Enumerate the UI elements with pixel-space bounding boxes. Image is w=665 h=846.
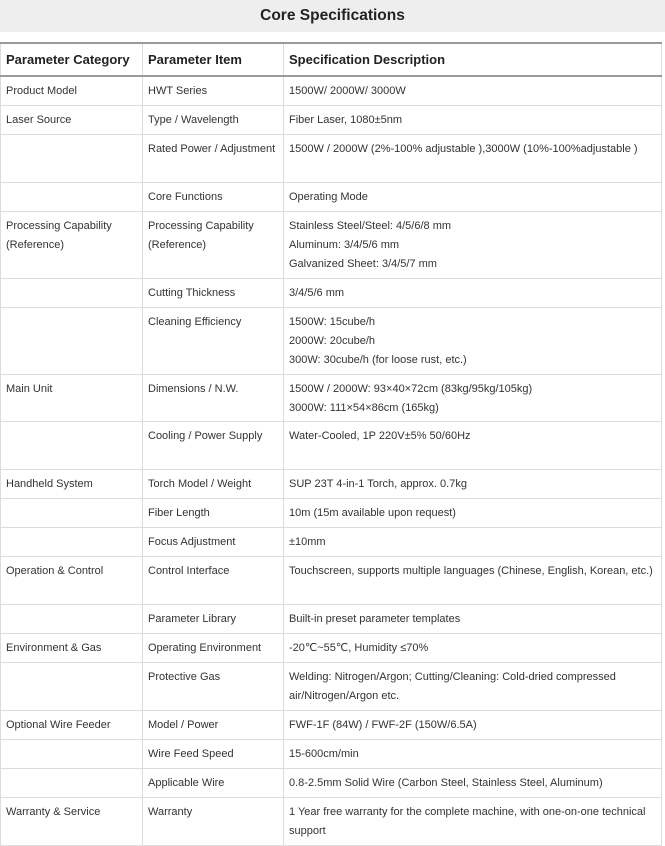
parameter-item-cell: Operating Environment — [143, 633, 284, 662]
table-row — [1, 76, 662, 105]
parameter-category-cell: Environment & Gas — [1, 633, 143, 662]
parameter-category-cell — [1, 739, 143, 768]
specification-line: Water-Cooled, 1P 220V±5% 50/60Hz — [289, 429, 471, 442]
table-row — [1, 278, 662, 307]
specification-line: FWF-1F (84W) / FWF-2F (150W/6.5A) — [289, 718, 477, 731]
parameter-category-cell — [1, 182, 143, 211]
parameter-category-cell — [1, 768, 143, 797]
table-row — [1, 307, 662, 374]
table-row — [1, 768, 662, 797]
parameter-item-cell: Core Functions — [143, 182, 284, 211]
specification-line: Touchscreen, supports multiple languages (Chinese, English, Korean, etc.) — [289, 564, 653, 577]
specification-line: 1500W: 15cube/h — [289, 315, 376, 328]
specification-description-cell — [284, 498, 662, 527]
specifications-table — [0, 42, 662, 846]
specification-description-cell — [284, 374, 662, 421]
specification-line: Operating Mode — [289, 190, 368, 203]
specification-description-cell — [284, 662, 662, 710]
specification-line: 1500W/ 2000W/ 3000W — [289, 85, 406, 97]
parameter-category-cell — [1, 527, 143, 556]
specification-line: Galvanized Sheet: 3/4/5/7 mm — [289, 257, 437, 270]
specification-line: Welding: Nitrogen/Argon; Cutting/Cleaning: Cold-dried compressed air/Nitrogen/Argon etc. — [289, 670, 616, 702]
header-parameter-category: Parameter Category — [1, 43, 143, 76]
parameter-item-cell: Dimensions / N.W. — [143, 374, 284, 421]
parameter-category-cell: Warranty & Service — [1, 797, 143, 845]
specification-line: 0.8-2.5mm Solid Wire (Carbon Steel, Stainless Steel, Aluminum) — [289, 776, 603, 789]
table-row — [1, 498, 662, 527]
specification-line: ±10mm — [289, 535, 326, 548]
table-row — [1, 662, 662, 710]
specification-line: 3/4/5/6 mm — [289, 286, 345, 299]
parameter-category-cell: Handheld System — [1, 469, 143, 498]
specification-line: Fiber Laser, 1080±5nm — [289, 113, 403, 126]
specification-description-cell — [284, 739, 662, 768]
parameter-category-cell — [1, 134, 143, 182]
specification-description-cell — [284, 469, 662, 498]
parameter-item-cell: Rated Power / Adjustment — [143, 134, 284, 182]
parameter-category-cell: Main Unit — [1, 374, 143, 421]
parameter-category-cell — [1, 662, 143, 710]
specification-description-cell — [284, 710, 662, 739]
table-header — [1, 43, 662, 76]
parameter-category-cell — [1, 278, 143, 307]
table-row — [1, 211, 662, 278]
specification-description-cell — [284, 76, 662, 105]
specification-line: Built-in preset parameter templates — [289, 612, 461, 625]
specification-line: -20℃~55℃, Humidity ≤70% — [289, 641, 429, 654]
table-row — [1, 710, 662, 739]
specification-description-cell — [284, 604, 662, 633]
parameter-category-cell: Product Model — [1, 76, 143, 105]
parameter-item-cell: Warranty — [143, 797, 284, 845]
parameter-category-cell — [1, 604, 143, 633]
specification-line: 3000W: 111×54×86cm (165kg) — [289, 401, 439, 414]
table-body — [1, 76, 662, 845]
table-row — [1, 134, 662, 182]
specification-description-cell — [284, 556, 662, 604]
parameter-category-cell — [1, 421, 143, 469]
specification-description-cell — [284, 768, 662, 797]
table-row — [1, 604, 662, 633]
header-parameter-item: Parameter Item — [143, 43, 284, 76]
parameter-category-cell: Optional Wire Feeder — [1, 710, 143, 739]
specification-description-cell — [284, 182, 662, 211]
specification-line: Aluminum: 3/4/5/6 mm — [289, 238, 400, 251]
parameter-item-cell: Control Interface — [143, 556, 284, 604]
parameter-item-cell: Wire Feed Speed — [143, 739, 284, 768]
parameter-item-cell: Model / Power — [143, 710, 284, 739]
parameter-item-cell: Type / Wavelength — [143, 105, 284, 134]
specification-description-cell — [284, 278, 662, 307]
parameter-item-cell: Cooling / Power Supply — [143, 421, 284, 469]
specification-description-cell — [284, 797, 662, 845]
parameter-item-cell: Processing Capability (Reference) — [143, 211, 284, 278]
specification-description-cell — [284, 527, 662, 556]
parameter-category-cell — [1, 307, 143, 374]
specification-line: 2000W: 20cube/h — [289, 334, 376, 347]
specification-line: 1500W / 2000W (2%-100% adjustable ),3000W (10%-100%adjustable ) — [289, 142, 638, 155]
table-row — [1, 556, 662, 604]
parameter-item-cell: Cleaning Efficiency — [143, 307, 284, 374]
table-row — [1, 105, 662, 134]
specification-description-cell — [284, 633, 662, 662]
parameter-item-cell: Torch Model / Weight — [143, 469, 284, 498]
table-row — [1, 469, 662, 498]
parameter-item-cell: Parameter Library — [143, 604, 284, 633]
table-row — [1, 797, 662, 845]
parameter-category-cell: Operation & Control — [1, 556, 143, 604]
specification-description-cell — [284, 421, 662, 469]
specification-description-cell — [284, 307, 662, 374]
table-row — [1, 527, 662, 556]
table-row — [1, 182, 662, 211]
specification-line: 300W: 30cube/h (for loose rust, etc.) — [289, 353, 467, 366]
specification-line: 1 Year free warranty for the complete machine, with one-on-one technical support — [289, 805, 646, 837]
parameter-item-cell: Cutting Thickness — [143, 278, 284, 307]
specification-line: Stainless Steel/Steel: 4/5/6/8 mm — [289, 219, 452, 232]
parameter-category-cell — [1, 498, 143, 527]
specification-description-cell — [284, 211, 662, 278]
parameter-item-cell: HWT Series — [143, 76, 284, 105]
parameter-item-cell: Applicable Wire — [143, 768, 284, 797]
parameter-category-cell: Processing Capability (Reference) — [1, 211, 143, 278]
header-row — [1, 43, 662, 76]
parameter-item-cell: Fiber Length — [143, 498, 284, 527]
specification-description-cell — [284, 105, 662, 134]
page-title: Core Specifications — [260, 7, 405, 24]
title-bar — [0, 0, 665, 32]
specification-description-cell — [284, 134, 662, 182]
specification-line: SUP 23T 4-in-1 Torch, approx. 0.7kg — [289, 477, 467, 490]
table-row — [1, 374, 662, 421]
header-specification-description: Specification Description — [284, 43, 662, 76]
parameter-item-cell: Focus Adjustment — [143, 527, 284, 556]
specification-line: 1500W / 2000W: 93×40×72cm (83kg/95kg/105kg) — [289, 382, 533, 395]
table-row — [1, 633, 662, 662]
parameter-item-cell: Protective Gas — [143, 662, 284, 710]
specification-line: 15-600cm/min — [289, 747, 359, 760]
parameter-category-cell: Laser Source — [1, 105, 143, 134]
table-row — [1, 739, 662, 768]
specification-line: 10m (15m available upon request) — [289, 506, 456, 519]
table-row — [1, 421, 662, 469]
